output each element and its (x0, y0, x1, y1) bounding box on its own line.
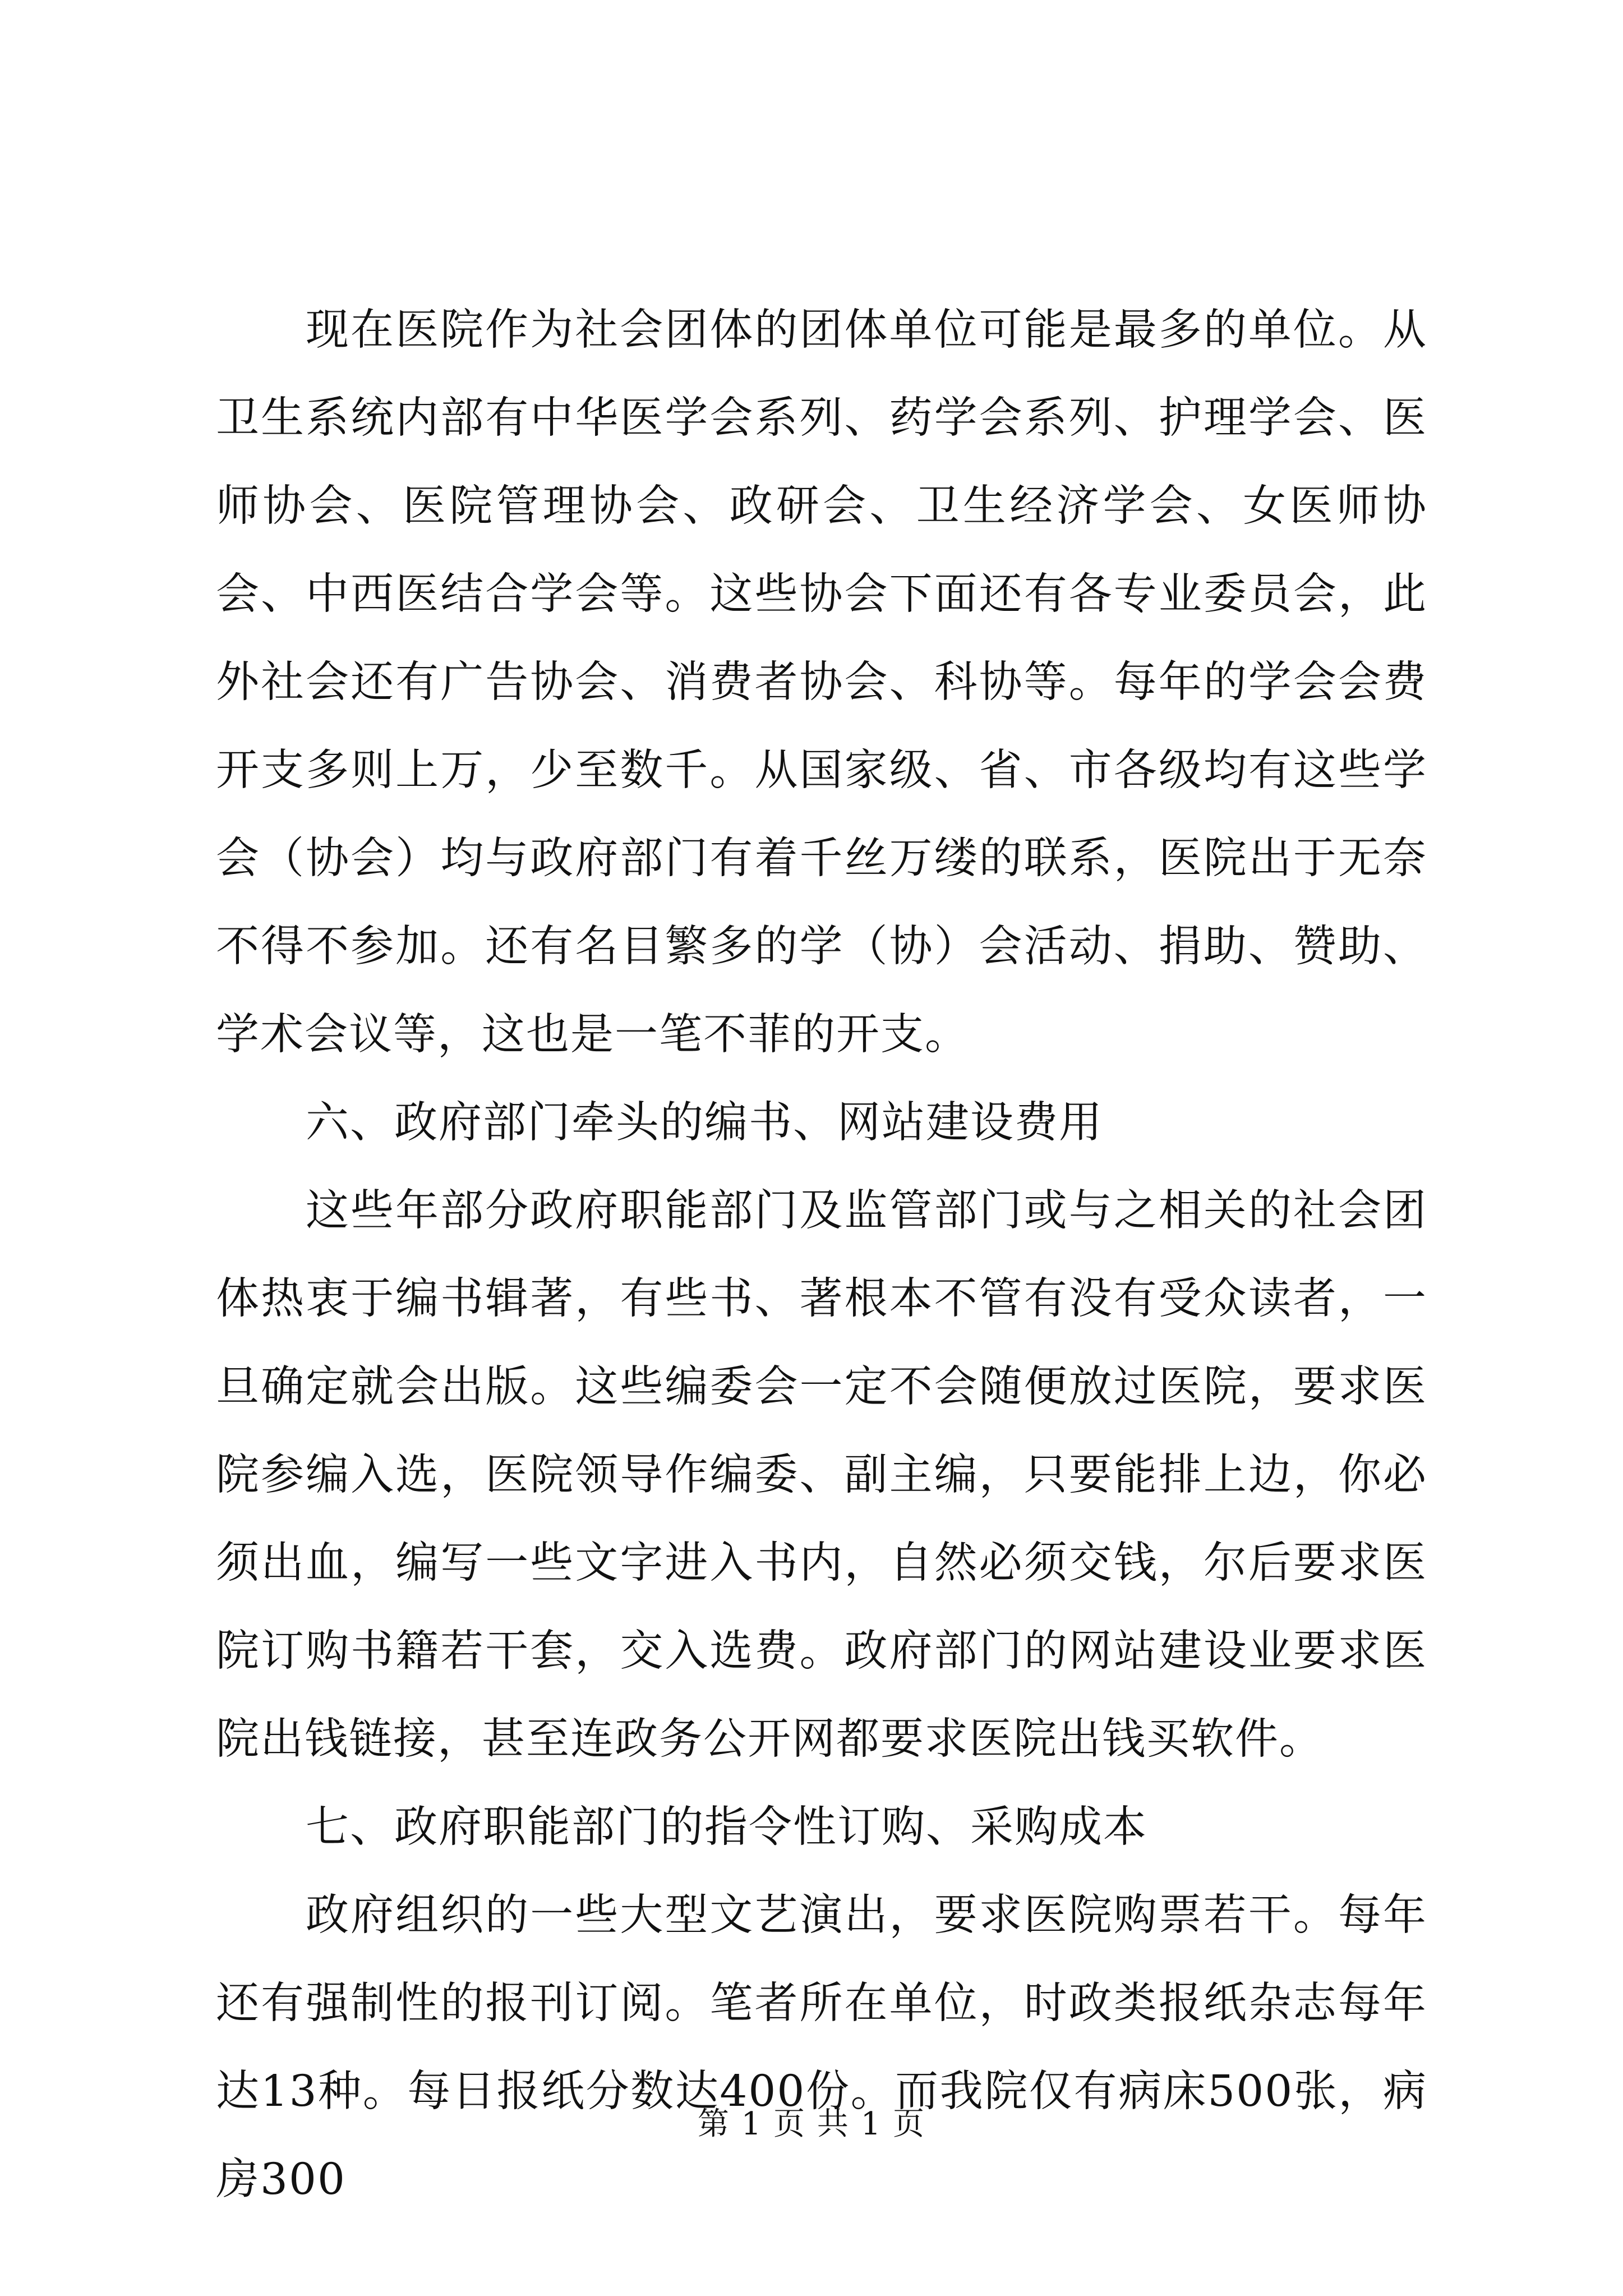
document-body (216, 286, 1427, 2224)
page-footer: 第 1 页 共 1 页 (697, 2106, 926, 2142)
paragraph-book-website-costs: 这些年部分政府职能部门及监管部门或与之相关的社会团体热衷于编书辑著，有些书、著根本不管有没有受众读者，一旦确定就会出版。这些编委会一定不会随便放过医院，要求医院参编入选，医院领导作编委、副主编，只要能排上边，你必须出血，编写一些文字进入书内，自然必须交钱，尔后要求医院订购书籍若干套，交入选费。政府部门的网站建设业要求医院出钱链接，甚至连政务公开网都要求医院出钱买软件。 (216, 1186, 1427, 1764)
section-heading-seven: 七、政府职能部门的指令性订购、采购成本 (306, 1802, 1147, 1852)
paragraph-mandatory-purchases: 政府组织的一些大型文艺演出，要求医院购票若干。每年还有强制性的报刊订阅。笔者所在单位，时政类报纸杂志每年达13种。每日报纸分数达400份。而我院仅有病床500张，病房300 (216, 1890, 1427, 2205)
section-heading-six: 六、政府部门牵头的编书、网站建设费用 (306, 1098, 1103, 1148)
paragraph-association-fees: 现在医院作为社会团体的团体单位可能是最多的单位。从卫生系统内部有中华医学会系列、药学会系列、护理学会、医师协会、医院管理协会、政研会、卫生经济学会、女医师协会、中西医结合学会等。这些协会下面还有各专业委员会，此外社会还有广告协会、消费者协会、科协等。每年的学会会费开支多则上万，少至数千。从国家级、省、市各级均有这些学会（协会）均与政府部门有着千丝万缕的联系，医院出于无奈不得不参加。还有名目繁多的学（协）会活动、捐助、赞助、学术会议等，这也是一笔不菲的开支。 (216, 305, 1427, 1060)
